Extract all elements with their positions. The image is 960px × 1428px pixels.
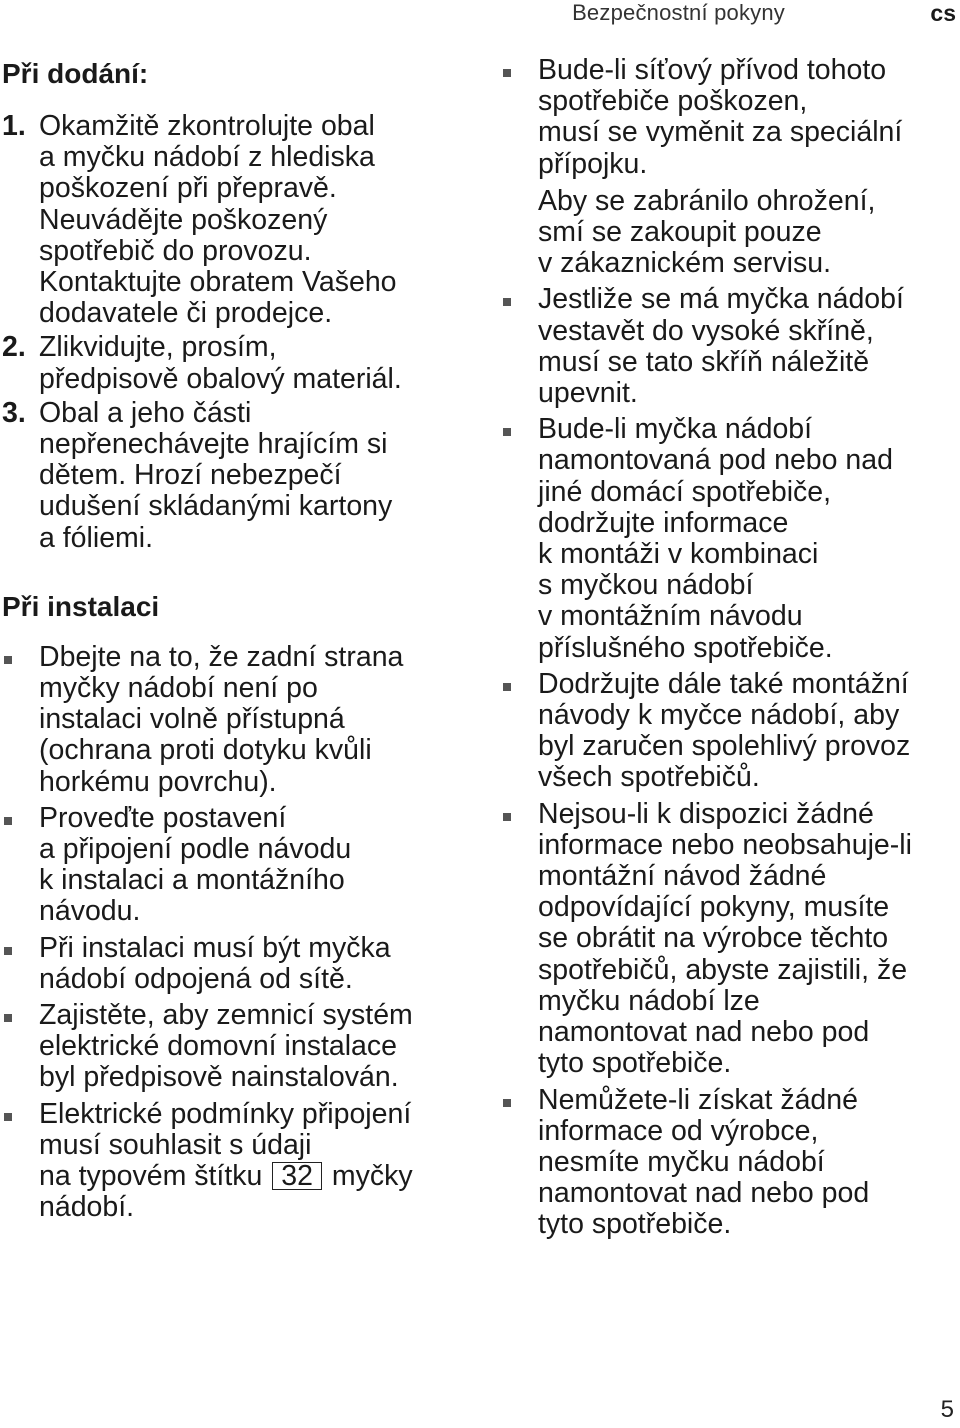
text-line: informace nebo neobsahuje-li (538, 828, 912, 861)
delivery-steps (2, 111, 464, 554)
square-bullet-icon (4, 817, 12, 825)
step-number: 3. (2, 396, 26, 429)
delivery-heading: Při dodání: (2, 58, 149, 89)
text-line: návody k myčce nádobí, aby (538, 699, 900, 732)
text-line: musí se vyměnit za speciální (538, 116, 903, 149)
square-bullet-icon (4, 1014, 12, 1022)
text-line: Proveďte postavení (39, 801, 287, 834)
text-line: odpovídající pokyny, musíte (538, 891, 890, 924)
installation-list-right (500, 55, 955, 1241)
text-line: nepřenechávejte hrajícím si (39, 428, 388, 461)
text-line: Okamžitě zkontrolujte obal (39, 110, 375, 142)
square-bullet-icon (503, 1099, 511, 1107)
text-line: upevnit. (538, 377, 638, 410)
text-line: a myčku nádobí z hlediska (39, 141, 375, 174)
text-line-with-reference (39, 1161, 464, 1192)
list-item (500, 669, 955, 794)
text-line: Nejsou-li k dispozici žádné (538, 797, 874, 830)
item-extra-paragraph (538, 186, 955, 280)
text-line: Aby se zabránilo ohrožení, (538, 184, 876, 217)
square-bullet-icon (4, 656, 12, 664)
text-line: Jestliže se má myčka nádobí (538, 283, 904, 316)
text-line: byl předpisově nainstalován. (39, 1061, 399, 1094)
text-line: tyto spotřebiče. (538, 1047, 732, 1080)
square-bullet-icon (503, 813, 511, 821)
text-line: instalaci volně přístupná (39, 703, 345, 736)
square-bullet-icon (503, 69, 511, 77)
text-line: dodavatele či prodejce. (39, 297, 333, 330)
text-line: s myčkou nádobí (538, 569, 754, 602)
text-fragment: na typovém štítku (39, 1160, 263, 1193)
text-line: Bude-li síťový přívod tohoto (538, 54, 887, 86)
text-line: byl zaručen spolehlivý provoz (538, 730, 911, 763)
installation-heading: Při instalaci (2, 590, 160, 622)
text-line: k instalaci a montážního (39, 864, 345, 897)
running-header-language: cs (930, 0, 956, 26)
text-line: nádobí odpojená od sítě. (39, 962, 353, 995)
list-item (500, 799, 955, 1080)
text-line: nesmíte myčku nádobí (538, 1145, 825, 1178)
text-line: namontovat nad nebo pod (538, 1016, 870, 1049)
list-item (500, 1085, 955, 1241)
text-line: k montáži v kombinaci (538, 538, 819, 571)
text-line: se obrátit na výrobce těchto (538, 922, 889, 955)
text-line: myčky nádobí není po (39, 672, 318, 705)
delivery-step (2, 398, 464, 554)
text-line: poškození při přepravě. (39, 172, 337, 205)
text-line: v montážním návodu (538, 600, 803, 633)
running-header-section: Bezpečnostní pokyny (572, 0, 785, 25)
text-line: návodu. (39, 895, 141, 928)
text-line: jiné domácí spotřebiče, (538, 475, 832, 508)
text-line: (ochrana proti dotyku kvůli (39, 734, 372, 767)
text-line: v zákaznickém servisu. (538, 247, 832, 280)
list-item (2, 642, 464, 798)
installation-list-left (2, 642, 464, 1224)
text-line: myčku nádobí lze (538, 984, 760, 1017)
list-item (500, 414, 955, 664)
square-bullet-icon (4, 947, 12, 955)
text-line: dodržujte informace (538, 506, 789, 539)
text-line: Dbejte na to, že zadní strana (39, 640, 404, 673)
list-item (500, 284, 955, 409)
text-line: spotřebiče poškozen, (538, 85, 808, 118)
text-line: všech spotřebičů. (538, 761, 760, 794)
square-bullet-icon (503, 428, 511, 436)
text-line: Zlikvidujte, prosím, (39, 331, 277, 364)
text-line: horkému povrchu). (39, 765, 277, 798)
text-line: musí se tato skříň náležitě (538, 345, 870, 378)
text-line: Kontaktujte obratem Vašeho (39, 266, 397, 299)
list-item (500, 55, 955, 279)
text-line: smí se zakoupit pouze (538, 216, 822, 249)
delivery-step (2, 332, 464, 394)
text-line: vestavět do vysoké skříně, (538, 314, 874, 347)
list-item (2, 1099, 464, 1224)
list-item (2, 933, 464, 995)
text-line: dětem. Hrozí nebezpečí (39, 459, 342, 492)
text-line: tyto spotřebiče. (538, 1208, 732, 1241)
step-number: 2. (2, 331, 26, 364)
text-line: a připojení podle návodu (39, 833, 352, 866)
text-line: namontovaná pod nebo nad (538, 444, 893, 477)
text-line: Bude-li myčka nádobí (538, 413, 813, 446)
text-line: informace od výrobce, (538, 1114, 819, 1147)
delivery-step (2, 111, 464, 329)
square-bullet-icon (503, 683, 511, 691)
text-line: nádobí. (39, 1191, 135, 1224)
right-column (500, 55, 955, 1246)
text-line: udušení skládanými kartony (39, 490, 393, 523)
text-line: Nemůžete-li získat žádné (538, 1083, 858, 1116)
text-line: Zajistěte, aby zemnicí systém (39, 999, 413, 1032)
square-bullet-icon (503, 298, 511, 306)
square-bullet-icon (4, 1113, 12, 1121)
text-line: musí souhlasit s údaji (39, 1128, 312, 1161)
text-line: Neuvádějte poškozený (39, 203, 328, 236)
text-line: a fóliemi. (39, 521, 154, 554)
text-line: spotřebičů, abyste zajistili, že (538, 953, 908, 986)
left-column (2, 55, 464, 1229)
text-line: předpisově obalový materiál. (39, 362, 402, 395)
text-line: Obal a jeho části (39, 396, 252, 429)
step-number: 1. (2, 110, 26, 142)
text-fragment: myčky (331, 1160, 413, 1193)
text-line: Dodržujte dále také montážní (538, 667, 909, 700)
page-number: 5 (940, 1396, 954, 1423)
text-line: spotřebič do provozu. (39, 234, 312, 267)
text-line: přípojku. (538, 147, 648, 180)
text-line: Při instalaci musí být myčka (39, 931, 391, 964)
text-line: namontovat nad nebo pod (538, 1177, 870, 1210)
text-line: elektrické domovní instalace (39, 1030, 398, 1063)
list-item (2, 803, 464, 928)
rating-plate-reference-number: 32 (272, 1162, 322, 1190)
text-line: montážní návod žádné (538, 860, 827, 893)
text-line: příslušného spotřebiče. (538, 631, 833, 664)
text-line: Elektrické podmínky připojení (39, 1097, 412, 1130)
list-item (2, 1000, 464, 1094)
